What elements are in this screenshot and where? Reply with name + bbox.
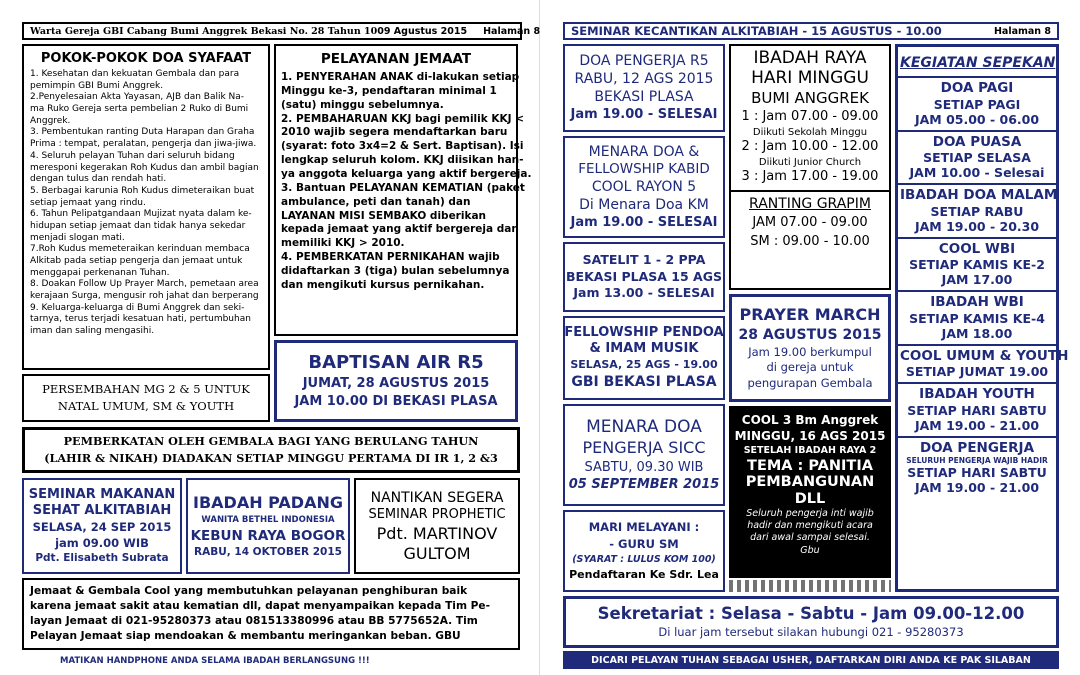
cool3-tema3: DLL bbox=[794, 491, 826, 508]
kegiatan-item-l1: DOA PAGI bbox=[940, 80, 1014, 96]
kegiatan-item-l3: JAM 18.00 bbox=[941, 325, 1013, 341]
pelayanan-jemaat-line: Minggu ke-3, pendaftaran minimal 1 bbox=[281, 84, 497, 97]
kegiatan-item-l2: SETIAP HARI SABTU bbox=[907, 402, 1047, 418]
kegiatan-item-l1: DOA PUASA bbox=[932, 133, 1022, 150]
satelit-line1: SATELIT 1 - 2 PPA bbox=[582, 251, 706, 267]
doa-syafaat-line: dengan tulus dan rendah hati. bbox=[30, 174, 167, 185]
doa-syafaat-line: 1. Kesehatan dan kekuatan Gembala dan para bbox=[30, 69, 240, 79]
cool3-line1: COOL 3 Bm Anggrek bbox=[741, 413, 879, 427]
prayer-march-line1: Jam 19.00 berkumpul bbox=[748, 344, 872, 359]
left-header bbox=[22, 22, 541, 40]
fellowship-pendoa-place: GBI BEKASI PLASA bbox=[571, 374, 717, 391]
pelayanan-jemaat-line: lengkap seluruh kolom. KKJ diisikan han- bbox=[281, 154, 524, 167]
right-footer bbox=[563, 651, 1059, 669]
kegiatan-item-l1: IBADAH DOA MALAM bbox=[900, 187, 1058, 204]
nantikan-line1: NANTIKAN SEGERA bbox=[370, 490, 504, 507]
pelayanan-jemaat-line: (satu) minggu sebelumnya. bbox=[281, 98, 444, 111]
menara-doa-line2: FELLOWSHIP KABID bbox=[578, 160, 710, 177]
satelit-time: Jam 13.00 - SELESAI bbox=[573, 285, 715, 301]
kegiatan-item-l3: JAM 19.00 - 21.00 bbox=[914, 417, 1040, 433]
ranting-grapim-time2: SM : 09.00 - 10.00 bbox=[750, 233, 870, 249]
menara-doa-line3: COOL RAYON 5 bbox=[591, 179, 697, 196]
right-header bbox=[563, 22, 1059, 40]
kegiatan-item-l3: JAM 19.00 - 21.00 bbox=[914, 480, 1040, 496]
kegiatan-item-l2: SETIAP RABU bbox=[930, 203, 1024, 219]
kegiatan-item-l1: COOL WBI bbox=[938, 240, 1016, 257]
kegiatan-item bbox=[898, 78, 1056, 132]
ibadah-raya-title2: HARI MINGGU bbox=[751, 67, 869, 88]
kegiatan-item bbox=[898, 346, 1069, 385]
menara-sicc-date: 05 SEPTEMBER 2015 bbox=[568, 477, 720, 493]
doa-syafaat-line: Alkitab pada setiap pengerja dan jemaat untuk bbox=[30, 256, 243, 266]
kegiatan-item-tiny: SELURUH PENGERJA WAJIB HADIR bbox=[906, 456, 1048, 466]
jemaat-cool-box bbox=[22, 578, 520, 650]
left-header-title: Warta Gereja GBI Cabang Bumi Anggrek Bekasi No. 28 Tahun 10 bbox=[30, 25, 378, 37]
ibadah-raya-service3: 3 : Jam 17.00 - 19.00 bbox=[741, 168, 879, 184]
sekretariat-box bbox=[563, 596, 1059, 648]
pelayanan-jemaat-line: LAYANAN MISI SEMBAKO diberikan bbox=[281, 209, 487, 222]
kegiatan-item-l2: SETIAP JUMAT 19.00 bbox=[905, 364, 1049, 380]
doa-pengerja-r5-place: BEKASI PLASA bbox=[594, 88, 694, 105]
doa-syafaat-line: pemimpin GBI Bumi Anggrek. bbox=[30, 80, 164, 91]
left-header-page: Halaman 8 bbox=[483, 25, 541, 37]
right-header-page: Halaman 8 bbox=[993, 25, 1051, 37]
kegiatan-item bbox=[898, 239, 1056, 293]
doa-syafaat-line: menjadi slogan mati. bbox=[30, 232, 125, 243]
kegiatan-item-l2: SETIAP KAMIS KE-2 bbox=[909, 257, 1045, 273]
seminar-makanan-speaker: Pdt. Elisabeth Subrata bbox=[35, 552, 169, 565]
ibadah-raya-service1-note: Diikuti Sekolah Minggu bbox=[752, 126, 868, 138]
doa-syafaat-line: 3. Pembentukan ranting Duta Harapan dan Graha bbox=[30, 127, 255, 138]
cool3-box bbox=[729, 406, 891, 578]
kegiatan-item-l1: DOA PENGERJA bbox=[919, 439, 1035, 456]
kegiatan-item-l3: JAM 19.00 - 20.30 bbox=[914, 218, 1040, 234]
menara-doa-line4: Di Menara Doa KM bbox=[579, 197, 709, 214]
kegiatan-item-l2: SETIAP HARI SABTU bbox=[907, 465, 1047, 481]
ibadah-raya-box bbox=[729, 44, 891, 290]
pemberkatan-line2: (LAHIR & NIKAH) DIADAKAN SETIAP MINGGU PERTAMA DI IR 1, 2 &3 bbox=[44, 451, 498, 465]
jemaat-cool-line: Jemaat & Gembala Cool yang membutuhkan pelayanan penghiburan baik bbox=[30, 585, 468, 597]
doa-syafaat-list bbox=[30, 69, 262, 338]
pelayanan-jemaat-line: ya anggota keluarga yang aktif bergereja. bbox=[281, 168, 532, 181]
page-divider bbox=[539, 0, 540, 675]
menara-sicc-time: SABTU, 09.30 WIB bbox=[584, 459, 704, 475]
menara-sicc-line1: MENARA DOA bbox=[586, 417, 702, 437]
seminar-makanan-line1: SEMINAR MAKANAN bbox=[28, 486, 176, 502]
left-header-date: 09 Agustus 2015 bbox=[377, 25, 468, 37]
nantikan-line3: Pdt. MARTINOV bbox=[376, 524, 498, 544]
cool3-note4: Gbu bbox=[800, 544, 820, 556]
doa-syafaat-box bbox=[22, 44, 270, 370]
satelit-box bbox=[563, 242, 725, 312]
fellowship-pendoa-line2: & IMAM MUSIK bbox=[589, 341, 699, 357]
seminar-makanan-box bbox=[22, 478, 182, 574]
seminar-makanan-time: jam 09.00 WIB bbox=[55, 535, 149, 550]
kegiatan-item-l1: IBADAH YOUTH bbox=[919, 386, 1035, 403]
cool3-note3: dari awal sampai selesai. bbox=[750, 532, 870, 544]
menara-doa-line1: MENARA DOA & bbox=[588, 143, 700, 160]
pelayanan-jemaat-list bbox=[281, 71, 532, 293]
cool3-note2: hadir dan mengikuti acara bbox=[747, 520, 873, 532]
ibadah-padang-title: IBADAH PADANG bbox=[193, 493, 343, 513]
ibadah-padang-box bbox=[186, 478, 350, 574]
baptisan-date: JUMAT, 28 AGUSTUS 2015 bbox=[302, 375, 490, 391]
ibadah-raya-subtitle: BUMI ANGGREK bbox=[751, 89, 869, 108]
kegiatan-item-l1: COOL UMUM & YOUTH bbox=[900, 347, 1069, 364]
doa-syafaat-title: POKOK-POKOK DOA SYAFAAT bbox=[40, 51, 252, 66]
cool3-line2: MINGGU, 16 AGS 2015 bbox=[734, 429, 886, 444]
pelayanan-jemaat-line: 1. PENYERAHAN ANAK di-lakukan setiap bbox=[281, 71, 520, 83]
menara-doa-time: Jam 19.00 - SELESAI bbox=[570, 214, 718, 230]
doa-pengerja-r5-box bbox=[563, 44, 725, 132]
kegiatan-item-l2: SETIAP PAGI bbox=[933, 96, 1021, 112]
kegiatan-item bbox=[898, 132, 1056, 186]
satelit-line2: BEKASI PLASA 15 AGS bbox=[566, 268, 722, 284]
pelayanan-jemaat-line: (syarat: foto 3x4=2 & Sert. Baptisan). Isi bbox=[281, 140, 524, 153]
seminar-makanan-date: SELASA, 24 SEP 2015 bbox=[32, 520, 172, 535]
ibadah-raya-service2: 2 : Jam 10.00 - 12.00 bbox=[741, 138, 879, 154]
doa-syafaat-line: 2.Penyelesaian Akta Yayasan, AJB dan Balik Na- bbox=[30, 92, 245, 103]
doa-pengerja-r5-title: DOA PENGERJA R5 bbox=[579, 52, 709, 69]
ibadah-raya-service1: 1 : Jam 07.00 - 09.00 bbox=[741, 109, 879, 125]
left-footer: MATIKAN HANDPHONE ANDA SELAMA IBADAH BERLANGSUNG !!! bbox=[60, 656, 370, 666]
kegiatan-item bbox=[898, 384, 1056, 438]
baptisan-time: JAM 10.00 DI BEKASI PLASA bbox=[294, 393, 498, 409]
fellowship-pendoa-date: SELASA, 25 AGS - 19.00 bbox=[570, 358, 718, 372]
kegiatan-sepekan-header bbox=[898, 47, 1056, 78]
sekretariat-line2: Di luar jam tersebut silakan hubungi 021 - 95280373 bbox=[658, 625, 964, 640]
doa-syafaat-line: iman dan saling mengasihi. bbox=[30, 326, 155, 337]
pelayanan-jemaat-line: 2010 wajib segera mendaftarkan baru bbox=[281, 126, 508, 139]
pelayanan-jemaat-line: ambulance, peti dan tanah) dan bbox=[281, 195, 471, 208]
cool3-tema2: PEMBANGUNAN bbox=[745, 474, 875, 491]
kegiatan-item-l3: JAM 17.00 bbox=[941, 272, 1013, 288]
kegiatan-item-l1: IBADAH WBI bbox=[930, 294, 1024, 311]
persembahan-line1: PERSEMBAHAN MG 2 & 5 UNTUK bbox=[42, 382, 250, 397]
kegiatan-item-l3: JAM 05.00 - 06.00 bbox=[914, 111, 1040, 127]
prayer-march-date: 28 AGUSTUS 2015 bbox=[738, 327, 882, 344]
kegiatan-item-l2: SETIAP SELASA bbox=[923, 150, 1031, 166]
jemaat-cool-text bbox=[30, 584, 512, 644]
kegiatan-item bbox=[898, 185, 1056, 239]
jemaat-cool-line: layan Jemaat di 021-95280373 atau 081513380996 atau BB 5775652A. Tim bbox=[30, 615, 478, 628]
ibadah-padang-place: KEBUN RAYA BOGOR bbox=[190, 527, 346, 544]
menara-sicc-line2: PENGERJA SICC bbox=[582, 438, 706, 458]
seminar-makanan-line2: SEHAT ALKITABIAH bbox=[32, 503, 172, 519]
nantikan-box bbox=[354, 478, 520, 574]
checker-pattern-decoration bbox=[729, 580, 891, 592]
menara-sicc-box bbox=[563, 404, 725, 506]
pemberkatan-line1: PEMBERKATAN OLEH GEMBALA BAGI YANG BERULANG TAHUN bbox=[63, 434, 479, 449]
fellowship-pendoa-line1: FELLOWSHIP PENDOA bbox=[564, 324, 724, 340]
pelayanan-jemaat-title: PELAYANAN JEMAAT bbox=[320, 51, 472, 67]
doa-syafaat-line: 7.Roh Kudus memeteraikan kerinduan membaca bbox=[30, 244, 250, 255]
mari-melayani-box bbox=[563, 510, 725, 592]
baptisan-box bbox=[274, 340, 518, 422]
doa-syafaat-line: tarnya, terus terjadi kesatuan hati, pertumbuhan bbox=[30, 314, 251, 325]
doa-syafaat-line: 4. Seluruh pelayan Tuhan dari seluruh bidang bbox=[30, 150, 235, 161]
pelayanan-jemaat-line: kepada jemaat yang aktif bergereja dan bbox=[281, 223, 519, 236]
ranting-grapim-title: RANTING GRAPIM bbox=[749, 195, 871, 212]
cool3-line3: SETELAH IBADAH RAYA 2 bbox=[743, 445, 877, 457]
kegiatan-item bbox=[898, 438, 1056, 499]
kegiatan-sepekan-title: KEGIATAN SEPEKAN bbox=[900, 55, 1056, 71]
ibadah-padang-date: RABU, 14 OKTOBER 2015 bbox=[194, 545, 342, 558]
prayer-march-box bbox=[729, 294, 891, 402]
pelayanan-jemaat-line: didaftarkan 3 (tiga) bulan sebelumnya bbox=[281, 265, 510, 278]
doa-syafaat-line: Anggrek. bbox=[30, 115, 71, 126]
ranting-grapim-time1: JAM 07.00 - 09.00 bbox=[752, 214, 868, 230]
doa-pengerja-r5-time: Jam 19.00 - SELESAI bbox=[570, 106, 718, 122]
ibadah-raya-title1: IBADAH RAYA bbox=[753, 48, 867, 68]
prayer-march-title: PRAYER MARCH bbox=[739, 305, 881, 325]
doa-syafaat-line: 6. Tahun Pelipatgandaan Mujizat nyata dalam ke- bbox=[30, 209, 252, 220]
doa-syafaat-line: meresponi kegerakan Roh Kudus dan ambil bagian bbox=[30, 162, 259, 173]
kegiatan-sepekan-list bbox=[898, 78, 1069, 498]
cool3-tema1: TEMA : PANITIA bbox=[747, 457, 873, 474]
jemaat-cool-line: karena jemaat sakit atau kematian dll, dapat menyampaikan kepada Tim Pe- bbox=[30, 600, 491, 613]
persembahan-line2: NATAL UMUM, SM & YOUTH bbox=[57, 399, 235, 413]
pelayanan-jemaat-line: memiliki KKJ > 2010. bbox=[281, 237, 405, 250]
kegiatan-item-l3: JAM 10.00 - Selesai bbox=[909, 165, 1045, 181]
doa-syafaat-line: menggapai perkenanan Tuhan. bbox=[30, 267, 170, 278]
pelayanan-jemaat-box bbox=[274, 44, 532, 336]
fellowship-pendoa-box bbox=[563, 316, 725, 400]
prayer-march-line2: di gereja untuk bbox=[766, 360, 854, 375]
pemberkatan-box bbox=[22, 427, 520, 473]
pelayanan-jemaat-line: dan mengikuti kursus pernikahan. bbox=[281, 278, 485, 291]
pelayanan-jemaat-line: 3. Bantuan PELAYANAN KEMATIAN (paket bbox=[281, 181, 525, 194]
menara-doa-box bbox=[563, 136, 725, 238]
prayer-march-line3: pengurapan Gembala bbox=[747, 376, 873, 390]
doa-pengerja-r5-date: RABU, 12 AGS 2015 bbox=[574, 70, 714, 87]
mari-melayani-title: MARI MELAYANI : bbox=[588, 520, 700, 535]
kegiatan-item-l2: SETIAP KAMIS KE-4 bbox=[909, 310, 1045, 326]
mari-melayani-contact: Pendaftaran Ke Sdr. Lea bbox=[569, 567, 719, 581]
persembahan-box bbox=[22, 374, 270, 422]
doa-syafaat-line: Prima : tempat, peralatan, pengerja dan jiwa-jiwa. bbox=[30, 139, 257, 150]
baptisan-title: BAPTISAN AIR R5 bbox=[308, 352, 484, 374]
kegiatan-sepekan-box bbox=[895, 44, 1069, 592]
doa-syafaat-line: 5. Berbagai karunia Roh Kudus dimeteraikan buat bbox=[30, 185, 255, 196]
nantikan-line4: GULTOM bbox=[403, 543, 471, 563]
ibadah-padang-org: WANITA BETHEL INDONESIA bbox=[201, 514, 335, 525]
doa-syafaat-line: 8. Doakan Follow Up Prayer March, pemetaan area bbox=[30, 279, 259, 290]
pelayanan-jemaat-line: 2. PEMBAHARUAN KKJ bagi pemilik KKJ < bbox=[281, 112, 525, 125]
ibadah-raya-separator bbox=[731, 190, 889, 192]
doa-syafaat-line: ma Ruko Gereja serta pembelian 2 Ruko di Bumi bbox=[30, 104, 249, 115]
cool3-note1: Seluruh pengerja inti wajib bbox=[746, 507, 874, 519]
nantikan-line2: SEMINAR PROPHETIC bbox=[368, 507, 506, 523]
sekretariat-line1: Sekretariat : Selasa - Sabtu - Jam 09.00-12.00 bbox=[597, 604, 1025, 624]
doa-syafaat-line: 9. Keluarga-keluarga di Bumi Anggrek dan seki- bbox=[30, 302, 245, 313]
doa-syafaat-line: kerajaan Surga, mengusir roh jahat dan berperang bbox=[30, 291, 259, 302]
doa-syafaat-line: setiap jemaat yang rindu. bbox=[30, 197, 146, 208]
right-header-title: SEMINAR KECANTIKAN ALKITABIAH - 15 AGUSTUS - 10.00 bbox=[571, 24, 942, 38]
jemaat-cool-line: Pelayan Jemaat siap mendoakan & membantu meringankan beban. GBU bbox=[30, 630, 461, 643]
doa-syafaat-line: hidupan setiap jemaat dan tidak hanya sekedar bbox=[30, 220, 246, 231]
right-footer-text: DICARI PELAYAN TUHAN SEBAGAI USHER, DAFTARKAN DIRI ANDA KE PAK SILABAN bbox=[591, 654, 1031, 666]
pelayanan-jemaat-line: 4. PEMBERKATAN PERNIKAHAN wajib bbox=[281, 251, 500, 264]
mari-melayani-syarat: (SYARAT : LULUS KOM 100) bbox=[572, 553, 716, 565]
ibadah-raya-service2-note: Diikuti Junior Church bbox=[758, 156, 862, 168]
kegiatan-item bbox=[898, 292, 1056, 346]
mari-melayani-role: - GURU SM bbox=[609, 537, 679, 552]
